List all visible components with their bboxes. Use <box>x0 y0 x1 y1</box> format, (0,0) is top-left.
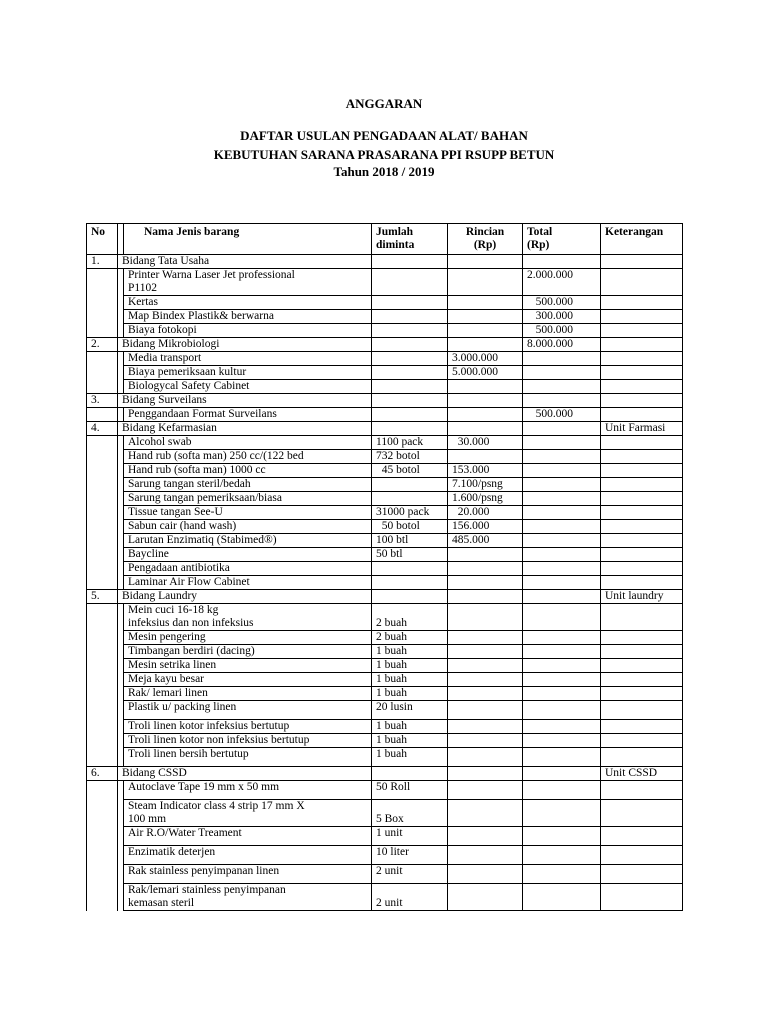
item-name: Steam Indicator class 4 strip 17 mm X 100 mm <box>124 800 372 827</box>
total-cell <box>523 520 601 534</box>
total-cell <box>523 827 601 846</box>
row-number <box>87 520 118 534</box>
item-name: Biaya fotokopi <box>124 324 372 338</box>
jumlah-cell <box>372 269 448 296</box>
table-row <box>87 310 683 324</box>
row-number <box>87 492 118 506</box>
total-cell <box>523 748 601 767</box>
keterangan-cell <box>601 408 683 422</box>
rincian-cell <box>448 562 523 576</box>
keterangan-cell: Unit Farmasi <box>601 422 683 436</box>
rincian-cell <box>448 324 523 338</box>
table-row <box>87 436 683 450</box>
jumlah-cell: 5 Box <box>372 800 448 827</box>
jumlah-cell: 1 buah <box>372 748 448 767</box>
jumlah-cell: 20 lusin <box>372 701 448 720</box>
rincian-cell <box>448 338 523 352</box>
item-name: Mesin pengering <box>124 631 372 645</box>
rincian-cell <box>448 576 523 590</box>
jumlah-cell: 2 buah <box>372 604 448 631</box>
table-row <box>87 645 683 659</box>
keterangan-cell <box>601 800 683 827</box>
item-name: Timbangan berdiri (dacing) <box>124 645 372 659</box>
item-name: Autoclave Tape 19 mm x 50 mm <box>124 781 372 800</box>
item-name: Rak/lemari stainless penyimpanan kemasan steril <box>124 884 372 911</box>
keterangan-cell <box>601 478 683 492</box>
total-cell: 8.000.000 <box>523 338 601 352</box>
total-cell: 500.000 <box>523 324 601 338</box>
item-name: Mein cuci 16-18 kg infeksius dan non infeksius <box>124 604 372 631</box>
rincian-cell: 5.000.000 <box>448 366 523 380</box>
keterangan-cell <box>601 269 683 296</box>
table-section-row <box>87 338 683 352</box>
total-cell: 300.000 <box>523 310 601 324</box>
table-row <box>87 562 683 576</box>
section-name: Bidang CSSD <box>118 767 372 781</box>
rincian-cell <box>448 781 523 800</box>
item-name: Biaya pemeriksaan kultur <box>124 366 372 380</box>
row-number <box>87 720 118 734</box>
rincian-cell <box>448 450 523 464</box>
row-number <box>87 464 118 478</box>
keterangan-cell <box>601 748 683 767</box>
total-cell <box>523 687 601 701</box>
row-number <box>87 748 118 767</box>
keterangan-cell <box>601 865 683 884</box>
keterangan-cell <box>601 296 683 310</box>
table-row <box>87 884 683 911</box>
item-name: Troli linen bersih bertutup <box>124 748 372 767</box>
row-number <box>87 506 118 520</box>
rincian-cell <box>448 645 523 659</box>
keterangan-cell <box>601 436 683 450</box>
section-name: Bidang Surveilans <box>118 394 372 408</box>
jumlah-cell: 1 buah <box>372 687 448 701</box>
keterangan-cell <box>601 366 683 380</box>
rincian-cell <box>448 422 523 436</box>
jumlah-cell <box>372 576 448 590</box>
jumlah-cell: 1100 pack <box>372 436 448 450</box>
keterangan-cell <box>601 659 683 673</box>
section-name: Bidang Tata Usaha <box>118 255 372 269</box>
section-name: Bidang Mikrobiologi <box>118 338 372 352</box>
jumlah-cell <box>372 255 448 269</box>
total-cell <box>523 720 601 734</box>
item-name: Larutan Enzimatiq (Stabimed®) <box>124 534 372 548</box>
keterangan-cell <box>601 380 683 394</box>
jumlah-cell: 1 buah <box>372 720 448 734</box>
document-title: ANGGARAN <box>345 96 423 111</box>
jumlah-cell <box>372 422 448 436</box>
total-cell <box>523 884 601 911</box>
header-total: Total (Rp) <box>523 224 601 255</box>
item-name: Kertas <box>124 296 372 310</box>
total-cell <box>523 506 601 520</box>
item-name: Map Bindex Plastik& berwarna <box>124 310 372 324</box>
jumlah-cell <box>372 408 448 422</box>
keterangan-cell <box>601 720 683 734</box>
row-number <box>87 436 118 450</box>
jumlah-cell <box>372 296 448 310</box>
keterangan-cell <box>601 846 683 865</box>
table-row <box>87 464 683 478</box>
total-cell <box>523 422 601 436</box>
row-number <box>87 800 118 827</box>
item-name: Printer Warna Laser Jet professional P1102 <box>124 269 372 296</box>
total-cell <box>523 548 601 562</box>
keterangan-cell <box>601 687 683 701</box>
jumlah-cell <box>372 380 448 394</box>
rincian-cell <box>448 659 523 673</box>
keterangan-cell <box>601 645 683 659</box>
row-number <box>87 865 118 884</box>
item-name: Meja kayu besar <box>124 673 372 687</box>
table-row <box>87 492 683 506</box>
total-cell <box>523 659 601 673</box>
item-name: Pengadaan antibiotika <box>124 562 372 576</box>
rincian-cell <box>448 720 523 734</box>
row-number <box>87 659 118 673</box>
table-row <box>87 827 683 846</box>
rincian-cell <box>448 846 523 865</box>
rincian-cell: 156.000 <box>448 520 523 534</box>
row-number <box>87 450 118 464</box>
rincian-cell <box>448 734 523 748</box>
total-cell <box>523 534 601 548</box>
row-number <box>87 846 118 865</box>
row-number <box>87 380 118 394</box>
rincian-cell <box>448 865 523 884</box>
keterangan-cell <box>601 338 683 352</box>
rincian-cell <box>448 604 523 631</box>
table-row <box>87 324 683 338</box>
table-row <box>87 506 683 520</box>
table-row <box>87 701 683 720</box>
item-name: Enzimatik deterjen <box>124 846 372 865</box>
table-row <box>87 478 683 492</box>
document-subtitle-1: DAFTAR USULAN PENGADAAN ALAT/ BAHAN <box>240 128 528 143</box>
jumlah-cell: 1 buah <box>372 659 448 673</box>
document-year: Tahun 2018 / 2019 <box>333 164 435 179</box>
row-number <box>87 408 118 422</box>
row-number: 3. <box>87 394 118 408</box>
item-name: Hand rub (softa man) 1000 cc <box>124 464 372 478</box>
total-cell <box>523 604 601 631</box>
table-row <box>87 534 683 548</box>
table-row <box>87 720 683 734</box>
keterangan-cell <box>601 450 683 464</box>
jumlah-cell: 1 unit <box>372 827 448 846</box>
rincian-cell <box>448 884 523 911</box>
item-name: Biologycal Safety Cabinet <box>124 380 372 394</box>
jumlah-cell: 1 buah <box>372 673 448 687</box>
row-number <box>87 366 118 380</box>
total-cell <box>523 492 601 506</box>
keterangan-cell <box>601 534 683 548</box>
total-cell <box>523 450 601 464</box>
item-name: Penggandaan Format Surveilans <box>124 408 372 422</box>
table-row <box>87 687 683 701</box>
table-row <box>87 269 683 296</box>
total-cell <box>523 800 601 827</box>
table-row <box>87 520 683 534</box>
table-row <box>87 604 683 631</box>
keterangan-cell <box>601 562 683 576</box>
row-number <box>87 352 118 366</box>
header-jumlah: Jumlah diminta <box>372 224 448 255</box>
row-number <box>87 269 118 296</box>
section-name: Bidang Laundry <box>118 590 372 604</box>
table-row <box>87 296 683 310</box>
table-row <box>87 659 683 673</box>
table-row <box>87 734 683 748</box>
row-number <box>87 645 118 659</box>
rincian-cell <box>448 687 523 701</box>
jumlah-cell <box>372 478 448 492</box>
jumlah-cell: 50 btl <box>372 548 448 562</box>
total-cell <box>523 781 601 800</box>
keterangan-cell <box>601 548 683 562</box>
table-row <box>87 800 683 827</box>
total-cell: 500.000 <box>523 296 601 310</box>
row-number: 6. <box>87 767 118 781</box>
keterangan-cell: Unit laundry <box>601 590 683 604</box>
keterangan-cell: Unit CSSD <box>601 767 683 781</box>
rincian-cell <box>448 380 523 394</box>
jumlah-cell: 2 unit <box>372 865 448 884</box>
total-cell <box>523 562 601 576</box>
table-row <box>87 781 683 800</box>
row-number <box>87 673 118 687</box>
row-number <box>87 534 118 548</box>
table-section-row <box>87 255 683 269</box>
item-name: Sarung tangan pemeriksaan/biasa <box>124 492 372 506</box>
keterangan-cell <box>601 631 683 645</box>
row-number <box>87 884 118 911</box>
jumlah-cell <box>372 590 448 604</box>
jumlah-cell: 732 botol <box>372 450 448 464</box>
total-cell <box>523 380 601 394</box>
keterangan-cell <box>601 884 683 911</box>
jumlah-cell <box>372 492 448 506</box>
rincian-cell <box>448 827 523 846</box>
item-name: Troli linen kotor non infeksius bertutup <box>124 734 372 748</box>
rincian-cell: 7.100/psng <box>448 478 523 492</box>
item-name: Rak/ lemari linen <box>124 687 372 701</box>
keterangan-cell <box>601 673 683 687</box>
rincian-cell <box>448 631 523 645</box>
rincian-cell <box>448 408 523 422</box>
row-number: 4. <box>87 422 118 436</box>
row-number <box>87 687 118 701</box>
keterangan-cell <box>601 576 683 590</box>
keterangan-cell <box>601 734 683 748</box>
jumlah-cell: 2 buah <box>372 631 448 645</box>
item-name: Baycline <box>124 548 372 562</box>
jumlah-cell <box>372 324 448 338</box>
jumlah-cell: 10 liter <box>372 846 448 865</box>
row-number <box>87 310 118 324</box>
keterangan-cell <box>601 464 683 478</box>
row-number <box>87 701 118 720</box>
rincian-cell: 153.000 <box>448 464 523 478</box>
row-number <box>87 562 118 576</box>
row-number <box>87 324 118 338</box>
item-name: Alcohol swab <box>124 436 372 450</box>
rincian-cell <box>448 548 523 562</box>
table-section-row <box>87 394 683 408</box>
item-name: Troli linen kotor infeksius bertutup <box>124 720 372 734</box>
keterangan-cell <box>601 520 683 534</box>
table-row <box>87 380 683 394</box>
item-name: Sabun cair (hand wash) <box>124 520 372 534</box>
jumlah-cell <box>372 366 448 380</box>
jumlah-cell: 31000 pack <box>372 506 448 520</box>
rincian-cell <box>448 269 523 296</box>
row-number: 1. <box>87 255 118 269</box>
item-name: Sarung tangan steril/bedah <box>124 478 372 492</box>
document-subtitle-2: KEBUTUHAN SARANA PRASARANA PPI RSUPP BETUN <box>213 147 555 162</box>
table-section-row <box>87 422 683 436</box>
total-cell <box>523 590 601 604</box>
row-number: 2. <box>87 338 118 352</box>
jumlah-cell: 50 Roll <box>372 781 448 800</box>
section-name: Bidang Kefarmasian <box>118 422 372 436</box>
rincian-cell <box>448 701 523 720</box>
total-cell <box>523 255 601 269</box>
rincian-cell: 30.000 <box>448 436 523 450</box>
total-cell <box>523 645 601 659</box>
rincian-cell: 3.000.000 <box>448 352 523 366</box>
rincian-cell <box>448 590 523 604</box>
total-cell <box>523 464 601 478</box>
keterangan-cell <box>601 701 683 720</box>
keterangan-cell <box>601 394 683 408</box>
jumlah-cell <box>372 562 448 576</box>
jumlah-cell <box>372 310 448 324</box>
row-number <box>87 548 118 562</box>
jumlah-cell: 2 unit <box>372 884 448 911</box>
table-row <box>87 548 683 562</box>
table-row <box>87 846 683 865</box>
total-cell <box>523 673 601 687</box>
keterangan-cell <box>601 324 683 338</box>
jumlah-cell: 50 botol <box>372 520 448 534</box>
jumlah-cell <box>372 767 448 781</box>
total-cell <box>523 865 601 884</box>
table-header-row <box>87 224 683 255</box>
rincian-cell <box>448 800 523 827</box>
keterangan-cell <box>601 352 683 366</box>
keterangan-cell <box>601 255 683 269</box>
jumlah-cell: 1 buah <box>372 645 448 659</box>
procurement-table <box>86 223 683 911</box>
row-number: 5. <box>87 590 118 604</box>
table-section-row <box>87 590 683 604</box>
item-name: Tissue tangan See-U <box>124 506 372 520</box>
item-name: Plastik u/ packing linen <box>124 701 372 720</box>
rincian-cell <box>448 296 523 310</box>
item-name: Media transport <box>124 352 372 366</box>
keterangan-cell <box>601 492 683 506</box>
keterangan-cell <box>601 827 683 846</box>
total-cell <box>523 846 601 865</box>
table-row <box>87 673 683 687</box>
jumlah-cell: 100 btl <box>372 534 448 548</box>
total-cell <box>523 576 601 590</box>
rincian-cell: 485.000 <box>448 534 523 548</box>
table-row <box>87 631 683 645</box>
item-name: Mesin setrika linen <box>124 659 372 673</box>
rincian-cell: 20.000 <box>448 506 523 520</box>
rincian-cell <box>448 673 523 687</box>
row-number <box>87 781 118 800</box>
table-row <box>87 352 683 366</box>
keterangan-cell <box>601 310 683 324</box>
row-number <box>87 631 118 645</box>
row-number <box>87 478 118 492</box>
jumlah-cell: 45 botol <box>372 464 448 478</box>
row-number <box>87 604 118 631</box>
rincian-cell <box>448 310 523 324</box>
rincian-cell <box>448 748 523 767</box>
row-number <box>87 576 118 590</box>
total-cell: 500.000 <box>523 408 601 422</box>
item-name: Hand rub (softa man) 250 cc/(122 bed <box>124 450 372 464</box>
total-cell: 2.000.000 <box>523 269 601 296</box>
jumlah-cell <box>372 394 448 408</box>
rincian-cell: 1.600/psng <box>448 492 523 506</box>
keterangan-cell <box>601 506 683 520</box>
rincian-cell <box>448 394 523 408</box>
table-row <box>87 576 683 590</box>
item-name: Air R.O/Water Treament <box>124 827 372 846</box>
jumlah-cell <box>372 338 448 352</box>
rincian-cell <box>448 255 523 269</box>
item-name: Laminar Air Flow Cabinet <box>124 576 372 590</box>
row-number <box>87 827 118 846</box>
header-nama: Nama Jenis barang <box>124 224 372 255</box>
header-rincian: Rincian (Rp) <box>448 224 523 255</box>
total-cell <box>523 767 601 781</box>
table-row <box>87 366 683 380</box>
keterangan-cell <box>601 604 683 631</box>
row-number <box>87 734 118 748</box>
table-row <box>87 408 683 422</box>
table-row <box>87 450 683 464</box>
table-section-row <box>87 767 683 781</box>
total-cell <box>523 734 601 748</box>
total-cell <box>523 631 601 645</box>
total-cell <box>523 352 601 366</box>
jumlah-cell: 1 buah <box>372 734 448 748</box>
total-cell <box>523 394 601 408</box>
header-keterangan: Keterangan <box>601 224 683 255</box>
table-row <box>87 748 683 767</box>
total-cell <box>523 366 601 380</box>
item-name: Rak stainless penyimpanan linen <box>124 865 372 884</box>
rincian-cell <box>448 767 523 781</box>
row-number <box>87 296 118 310</box>
total-cell <box>523 478 601 492</box>
table-row <box>87 865 683 884</box>
keterangan-cell <box>601 781 683 800</box>
header-no: No <box>87 224 118 255</box>
jumlah-cell <box>372 352 448 366</box>
total-cell <box>523 701 601 720</box>
total-cell <box>523 436 601 450</box>
